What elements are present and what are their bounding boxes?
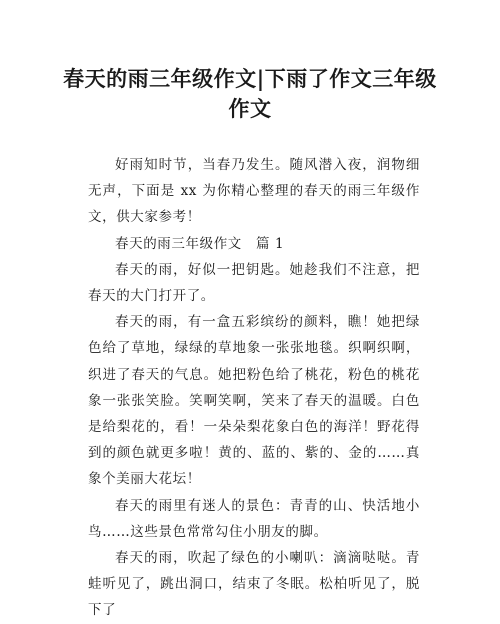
document-title: 春天的雨三年级作文|下雨了作文三年级作文 xyxy=(63,66,437,121)
section-heading: 春天的雨三年级作文 篇 1 xyxy=(115,235,285,252)
intro-paragraph: 好雨知时节，当春乃发生。随风潜入夜，润物细无声，下面是 xx 为你精心整理的春天的雨三年级作文，供大家参考！ xyxy=(88,157,420,226)
body-paragraph: 春天的雨，吹起了绿色的小喇叭：滴滴哒哒。青蛙听见了，跳出洞口，结束了冬眠。松柏听见了，脱下了 xyxy=(88,550,420,619)
body-paragraph: 春天的雨里有迷人的景色：青青的山、快活地小鸟……这些景色常常勾住小朋友的脚。 xyxy=(88,497,420,540)
body-paragraph: 春天的雨，好似一把钥匙。她趁我们不注意，把春天的大门打开了。 xyxy=(88,261,420,305)
body-paragraph: 春天的雨，有一盒五彩缤纷的颜料，瞧！她把绿色给了草地，绿绿的草地象一张张地毯。织啊织啊，织进了春天的气息。她把粉色给了桃花，粉色的桃花象一张张笑脸。笑啊笑啊，笑来了春天的温暖。白色是给梨花的，看！一朵朵梨花象白色的海洋！野花得到的颜色就更多啦！黄的、蓝的、紫的、金的……真象个美丽大花坛！ xyxy=(88,314,420,488)
document-body xyxy=(88,152,420,624)
